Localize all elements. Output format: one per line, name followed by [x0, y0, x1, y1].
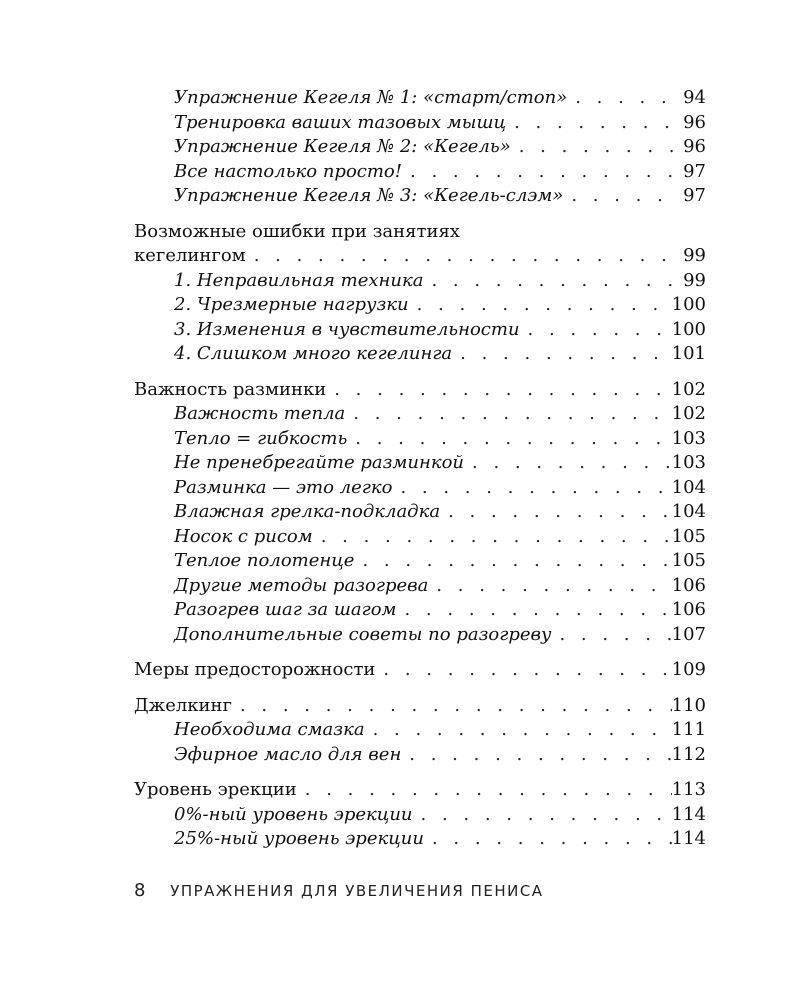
toc-entry-title: 25%-ный уровень эрекции — [174, 828, 424, 849]
toc-heading[interactable] — [134, 778, 706, 803]
toc-entry-title: Упражнение Кегеля № 3: «Кегель-слэм» — [174, 185, 564, 206]
toc-subentry[interactable] — [134, 623, 706, 648]
dot-leader — [401, 743, 671, 768]
toc-subentry[interactable] — [134, 718, 706, 743]
toc-subentry[interactable] — [134, 135, 706, 160]
dot-leader — [345, 402, 671, 427]
toc-entry-title: Другие методы разогрева — [174, 574, 429, 596]
toc-heading[interactable] — [134, 694, 706, 719]
toc-entry-title: Важность тепла — [174, 403, 346, 424]
dot-leader — [413, 803, 672, 828]
toc-heading-line[interactable] — [134, 220, 706, 245]
toc-group — [134, 220, 706, 367]
toc-page-number: 114 — [671, 828, 706, 849]
toc-page-number: 107 — [671, 623, 706, 645]
toc-entry-title: Разминка — это легко — [174, 476, 393, 498]
toc-entry-title: Тепло = гибкость — [174, 427, 348, 449]
toc-page-number: 110 — [671, 694, 706, 716]
toc-page-number: 112 — [671, 743, 706, 765]
toc-page-number: 97 — [683, 160, 706, 182]
toc-subentry[interactable] — [134, 111, 706, 136]
toc-entry-title: Носок с рисом — [174, 525, 313, 547]
toc-page-number: 104 — [671, 476, 706, 498]
toc-subentry[interactable] — [134, 803, 706, 828]
toc-subentry[interactable] — [134, 269, 706, 294]
table-of-contents — [134, 86, 706, 863]
toc-heading-title: Возможные ошибки при занятиях — [134, 220, 460, 242]
toc-group — [134, 658, 706, 683]
toc-group — [134, 694, 706, 768]
toc-subentry[interactable] — [134, 525, 706, 550]
toc-heading-title: кегелингом — [134, 245, 246, 266]
toc-heading-title: Уровень эрекции — [134, 779, 297, 800]
dot-leader — [375, 658, 671, 683]
toc-page-number: 111 — [671, 719, 706, 740]
toc-entry-title: Влажная грелка-подкладка — [174, 501, 441, 522]
toc-page-number: 114 — [671, 803, 706, 825]
toc-subentry[interactable] — [134, 598, 706, 623]
dot-leader — [423, 269, 680, 294]
toc-entry-title: Дополнительные советы по разогреву — [174, 623, 552, 645]
toc-entry-title: Разогрев шаг за шагом — [174, 599, 397, 620]
dot-leader — [396, 598, 671, 623]
dot-leader — [232, 694, 672, 719]
toc-subentry[interactable] — [134, 86, 706, 111]
page-number: 8 — [134, 880, 146, 901]
toc-page-number: 96 — [683, 136, 706, 157]
toc-entry-title: Не пренебрегайте разминкой — [174, 452, 464, 473]
toc-subentry[interactable] — [134, 574, 706, 599]
toc-entry-title: Теплое полотенце — [174, 550, 355, 571]
toc-page-number: 105 — [671, 550, 706, 571]
dot-leader — [313, 525, 672, 550]
toc-heading-title: Важность разминки — [134, 378, 327, 400]
toc-entry-title: 2. Чрезмерные нагрузки — [174, 294, 409, 315]
toc-entry-title: Все настолько просто! — [174, 160, 402, 182]
dot-leader — [464, 451, 672, 476]
toc-subentry[interactable] — [134, 476, 706, 501]
dot-leader — [424, 827, 672, 852]
toc-page-number: 106 — [671, 599, 706, 620]
running-title: УПРАЖНЕНИЯ ДЛЯ УВЕЛИЧЕНИЯ ПЕНИСА — [170, 882, 544, 900]
toc-subentry[interactable] — [134, 743, 706, 768]
dot-leader — [246, 244, 680, 269]
dot-leader — [326, 378, 671, 403]
toc-entry-title: Упражнение Кегеля № 1: «старт/стоп» — [174, 87, 568, 108]
toc-entry-title: 0%-ный уровень эрекции — [174, 803, 413, 825]
dot-leader — [347, 427, 671, 452]
toc-page-number: 109 — [671, 659, 706, 680]
toc-subentry[interactable] — [134, 500, 706, 525]
toc-subentry[interactable] — [134, 293, 706, 318]
toc-page-number: 94 — [683, 87, 706, 108]
dot-leader — [354, 549, 671, 574]
toc-group — [134, 378, 706, 648]
toc-entry-title: Необходима смазка — [174, 719, 365, 740]
dot-leader — [551, 623, 671, 648]
toc-page-number: 100 — [671, 294, 706, 315]
toc-subentry[interactable] — [134, 160, 706, 185]
toc-subentry[interactable] — [134, 402, 706, 427]
toc-page-number: 113 — [671, 779, 706, 800]
toc-page-number: 99 — [683, 269, 706, 291]
page-footer — [134, 880, 544, 901]
toc-group — [134, 778, 706, 852]
dot-leader — [567, 86, 680, 111]
toc-heading[interactable] — [134, 658, 706, 683]
toc-page-number: 101 — [671, 343, 706, 364]
toc-entry-title: Упражнение Кегеля № 2: «Кегель» — [174, 136, 511, 157]
dot-leader — [563, 184, 680, 209]
toc-page-number: 100 — [671, 318, 706, 340]
toc-entry-title: Эфирное масло для вен — [174, 743, 402, 765]
toc-entry-title: Тренировка ваших тазовых мышц — [174, 111, 507, 133]
dot-leader — [520, 318, 672, 343]
toc-subentry[interactable] — [134, 827, 706, 852]
dot-leader — [506, 111, 680, 136]
toc-subentry[interactable] — [134, 451, 706, 476]
dot-leader — [428, 574, 671, 599]
toc-subentry[interactable] — [134, 427, 706, 452]
toc-entry-title: 1. Неправильная техника — [174, 269, 424, 291]
toc-entry-title: 4. Слишком много кегелинга — [174, 343, 453, 364]
dot-leader — [511, 135, 680, 160]
toc-page-number: 96 — [683, 111, 706, 133]
dot-leader — [392, 476, 671, 501]
toc-heading-title: Джелкинг — [134, 694, 232, 716]
toc-page-number: 105 — [671, 525, 706, 547]
dot-leader — [452, 342, 671, 367]
toc-subentry[interactable] — [134, 342, 706, 367]
toc-page-number: 103 — [671, 427, 706, 449]
dot-leader — [297, 778, 672, 803]
toc-page-number: 102 — [671, 378, 706, 400]
toc-subentry[interactable] — [134, 184, 706, 209]
toc-page-number: 103 — [671, 452, 706, 473]
dot-leader — [440, 500, 672, 525]
toc-page-number: 104 — [671, 501, 706, 522]
toc-heading[interactable] — [134, 378, 706, 403]
toc-subentry[interactable] — [134, 549, 706, 574]
dot-leader — [402, 160, 680, 185]
toc-page-number: 102 — [671, 403, 706, 424]
dot-leader — [365, 718, 672, 743]
dot-leader — [409, 293, 672, 318]
toc-page-number: 99 — [683, 245, 706, 266]
toc-page-number: 97 — [683, 185, 706, 206]
toc-heading[interactable] — [134, 244, 706, 269]
toc-group — [134, 86, 706, 209]
toc-entry-title: 3. Изменения в чувствительности — [174, 318, 520, 340]
toc-page-number: 106 — [671, 574, 706, 596]
toc-subentry[interactable] — [134, 318, 706, 343]
toc-heading-title: Меры предосторожности — [134, 659, 376, 680]
